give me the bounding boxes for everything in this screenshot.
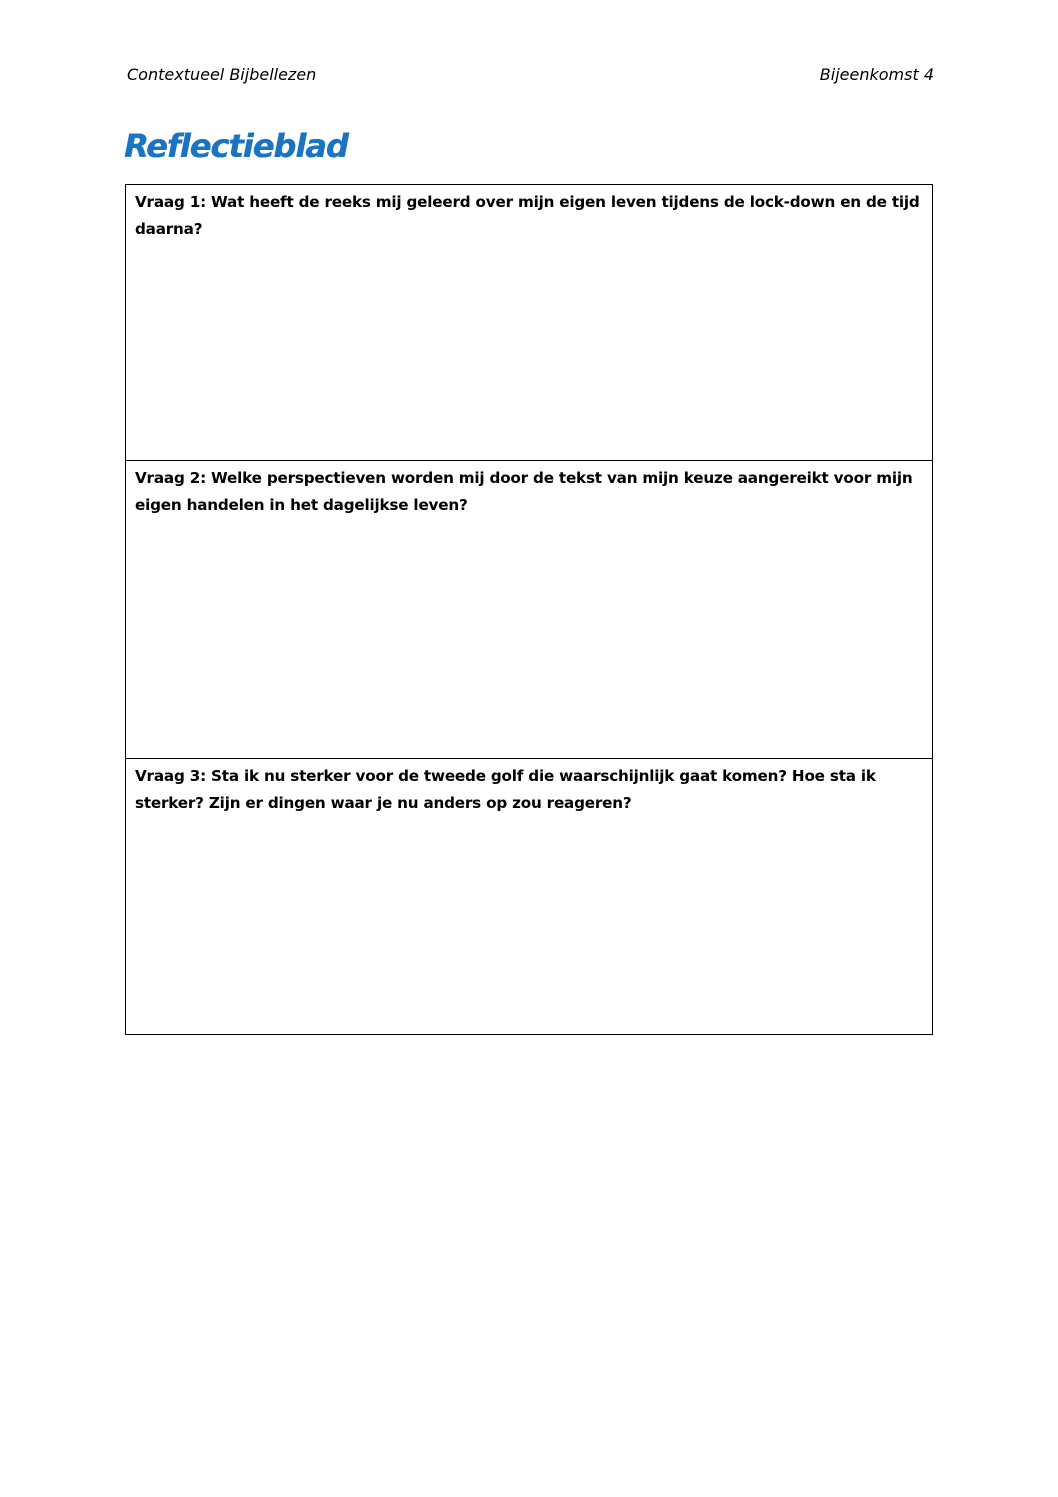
question-3: Vraag 3: Sta ik nu sterker voor de tweede golf die waarschijnlijk gaat komen? Hoe sta ik sterker? Zijn er dingen waar je nu anders op zou reageren? — [135, 767, 876, 812]
reflection-table — [125, 184, 933, 1035]
running-header-left: Contextueel Bijbellezen — [127, 65, 317, 84]
answer-box-2[interactable] — [126, 461, 932, 759]
running-header-right: Bijeenkomst 4 — [819, 65, 934, 84]
question-1: Vraag 1: Wat heeft de reeks mij geleerd over mijn eigen leven tijdens de lock-down en de tijd daarna? — [135, 193, 920, 238]
answer-box-1[interactable] — [126, 185, 932, 461]
question-2: Vraag 2: Welke perspectieven worden mij door de tekst van mijn keuze aangereikt voor mijn eigen handelen in het dagelijkse leven? — [135, 469, 913, 514]
page-title: Reflectieblad — [124, 127, 348, 165]
answer-box-3[interactable] — [126, 759, 932, 1034]
